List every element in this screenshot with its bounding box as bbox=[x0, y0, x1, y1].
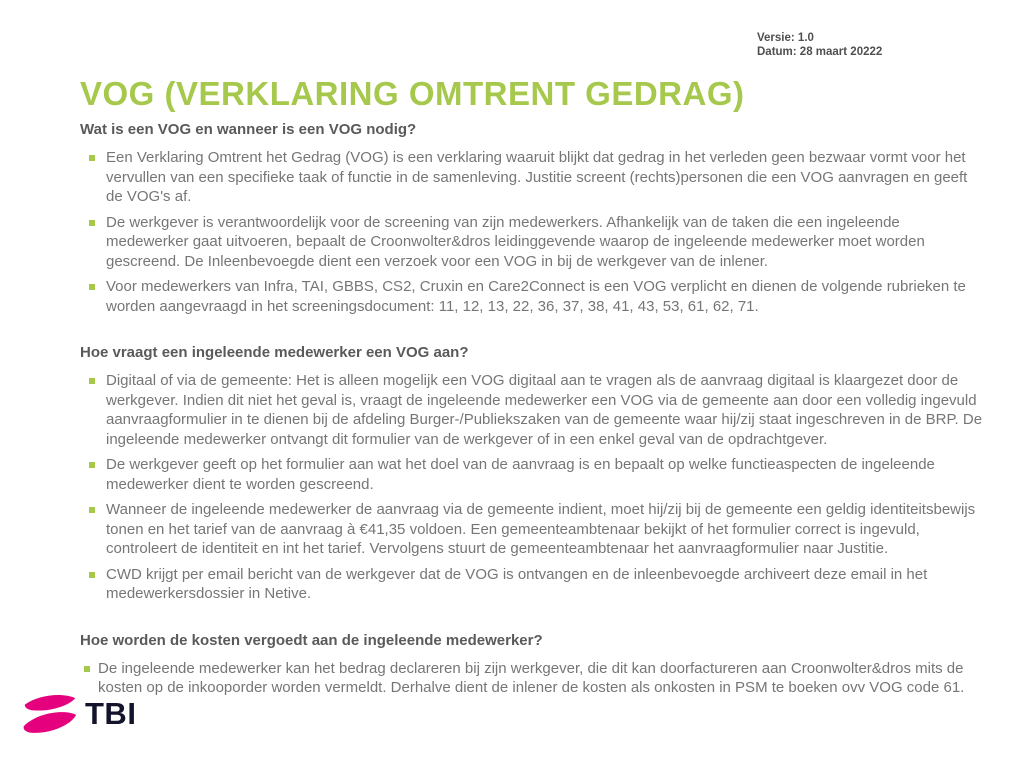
tbi-logo bbox=[22, 690, 136, 736]
list-item bbox=[80, 565, 986, 604]
list-item bbox=[80, 277, 986, 316]
bullet-square-icon bbox=[89, 572, 95, 578]
bullet-square-icon bbox=[89, 378, 95, 384]
section-what-is-vog bbox=[80, 120, 986, 316]
date-line: Datum: 28 maart 20222 bbox=[757, 46, 883, 58]
section-heading: Hoe worden de kosten vergoedt aan de ingeleende medewerker? bbox=[80, 631, 543, 649]
bullet-text: Voor medewerkers van Infra, TAI, GBBS, CS2, Cruxin en Care2Connect is een VOG verplicht en dienen de volgende rubrieken te worden aangevraagd in het screeningsdocument: 11, 12, 13, 22, 36, 37, 38, 41, 43, 53, 61, 62, 71. bbox=[106, 278, 966, 315]
bullet-text: Een Verklaring Omtrent het Gedrag (VOG) is een verklaring waaruit blijkt dat gedrag in het verleden geen bezwaar vormt voor het vervullen van een specifieke taak of functie in de samenleving. Justitie screent (rechts)personen die een VOG aanvragen en geeft de VOG's af. bbox=[106, 149, 968, 205]
list-item bbox=[80, 500, 986, 559]
tbi-logo-icon bbox=[22, 690, 78, 736]
list-item bbox=[80, 148, 986, 207]
bullet-square-icon bbox=[89, 507, 95, 513]
bullet-square-icon bbox=[84, 666, 90, 672]
bullet-list bbox=[80, 659, 986, 698]
page-title: VOG (VERKLARING OMTRENT GEDRAG) bbox=[80, 75, 745, 112]
list-item bbox=[80, 455, 986, 494]
bullet-text: Wanneer de ingeleende medewerker de aanvraag via de gemeente indient, moet hij/zij bij de gemeente een geldig identiteitsbewijs tonen en het tarief van de aanvraag à €41,35 voldoen. Een gemeenteambtenaar bekijkt of het formulier correct is ingevuld, controleert de identiteit en int het tarief. Vervolgens stuurt de gemeenteambtenaar het aanvraagformulier naar Justitie. bbox=[106, 501, 976, 557]
bullet-text: De werkgever is verantwoordelijk voor de screening van zijn medewerkers. Afhankelijk van de taken die een ingeleende medewerker gaat uitvoeren, bepaalt de Croonwolter&dros leidinggevende waarop de ingeleende medewerker moet worden gescreend. De Inleenbevoegde dient een verzoek voor een VOG in bij de werkgever van de inlener. bbox=[106, 213, 925, 270]
list-item bbox=[80, 213, 986, 272]
section-heading: Wat is een VOG en wanneer is een VOG nodig? bbox=[80, 121, 417, 138]
bullet-square-icon bbox=[89, 284, 95, 290]
bullet-square-icon bbox=[89, 462, 95, 468]
document-body bbox=[80, 76, 986, 704]
bullet-square-icon bbox=[89, 220, 95, 226]
bullet-list bbox=[80, 148, 986, 316]
bullet-text: CWD krijgt per email bericht van de werkgever dat de VOG is ontvangen en de inleenbevoegde archiveert deze email in het medewerkersdossier in Netive. bbox=[106, 565, 928, 602]
list-item bbox=[80, 659, 986, 698]
bullet-list bbox=[80, 371, 986, 604]
bullet-text: De werkgever geeft op het formulier aan wat het doel van de aanvraag is en bepaalt op welke functieaspecten de ingeleende medewerker dient te worden gescreend. bbox=[106, 456, 935, 493]
bullet-text: Digitaal of via de gemeente: Het is alleen mogelijk een VOG digitaal aan te vragen als de aanvraag digitaal is klaargezet door de werkgever. Indien dit niet het geval is, vraagt de ingeleende medewerker een VOG via de gemeente aan door een volledig ingevuld aanvraagformulier in te dienen bij de afdeling Burger-/Publiekszaken van de gemeente waar hij/zij staat ingeschreven in de BRP. De ingeleende medewerker ontvangt dit formulier van de werkgever of in een enkel geval van de opdrachtgever. bbox=[106, 372, 983, 448]
version-line: Versie: 1.0 bbox=[757, 32, 814, 44]
version-info bbox=[757, 31, 882, 59]
bullet-text: De ingeleende medewerker kan het bedrag declareren bij zijn werkgever, die dit kan doorfactureren aan Croonwolter&dros mits de kosten op de inkooporder worden vermeldt. Derhalve dient de inlener de kosten als onkosten in PSM te boeken ovv VOG code 61. bbox=[98, 659, 965, 696]
section-how-to-request bbox=[80, 343, 986, 604]
bullet-square-icon bbox=[89, 155, 95, 161]
list-item bbox=[80, 371, 986, 449]
tbi-logo-text: TBI bbox=[85, 695, 137, 731]
section-cost-reimbursement bbox=[80, 631, 986, 698]
section-heading: Hoe vraagt een ingeleende medewerker een VOG aan? bbox=[80, 344, 469, 361]
